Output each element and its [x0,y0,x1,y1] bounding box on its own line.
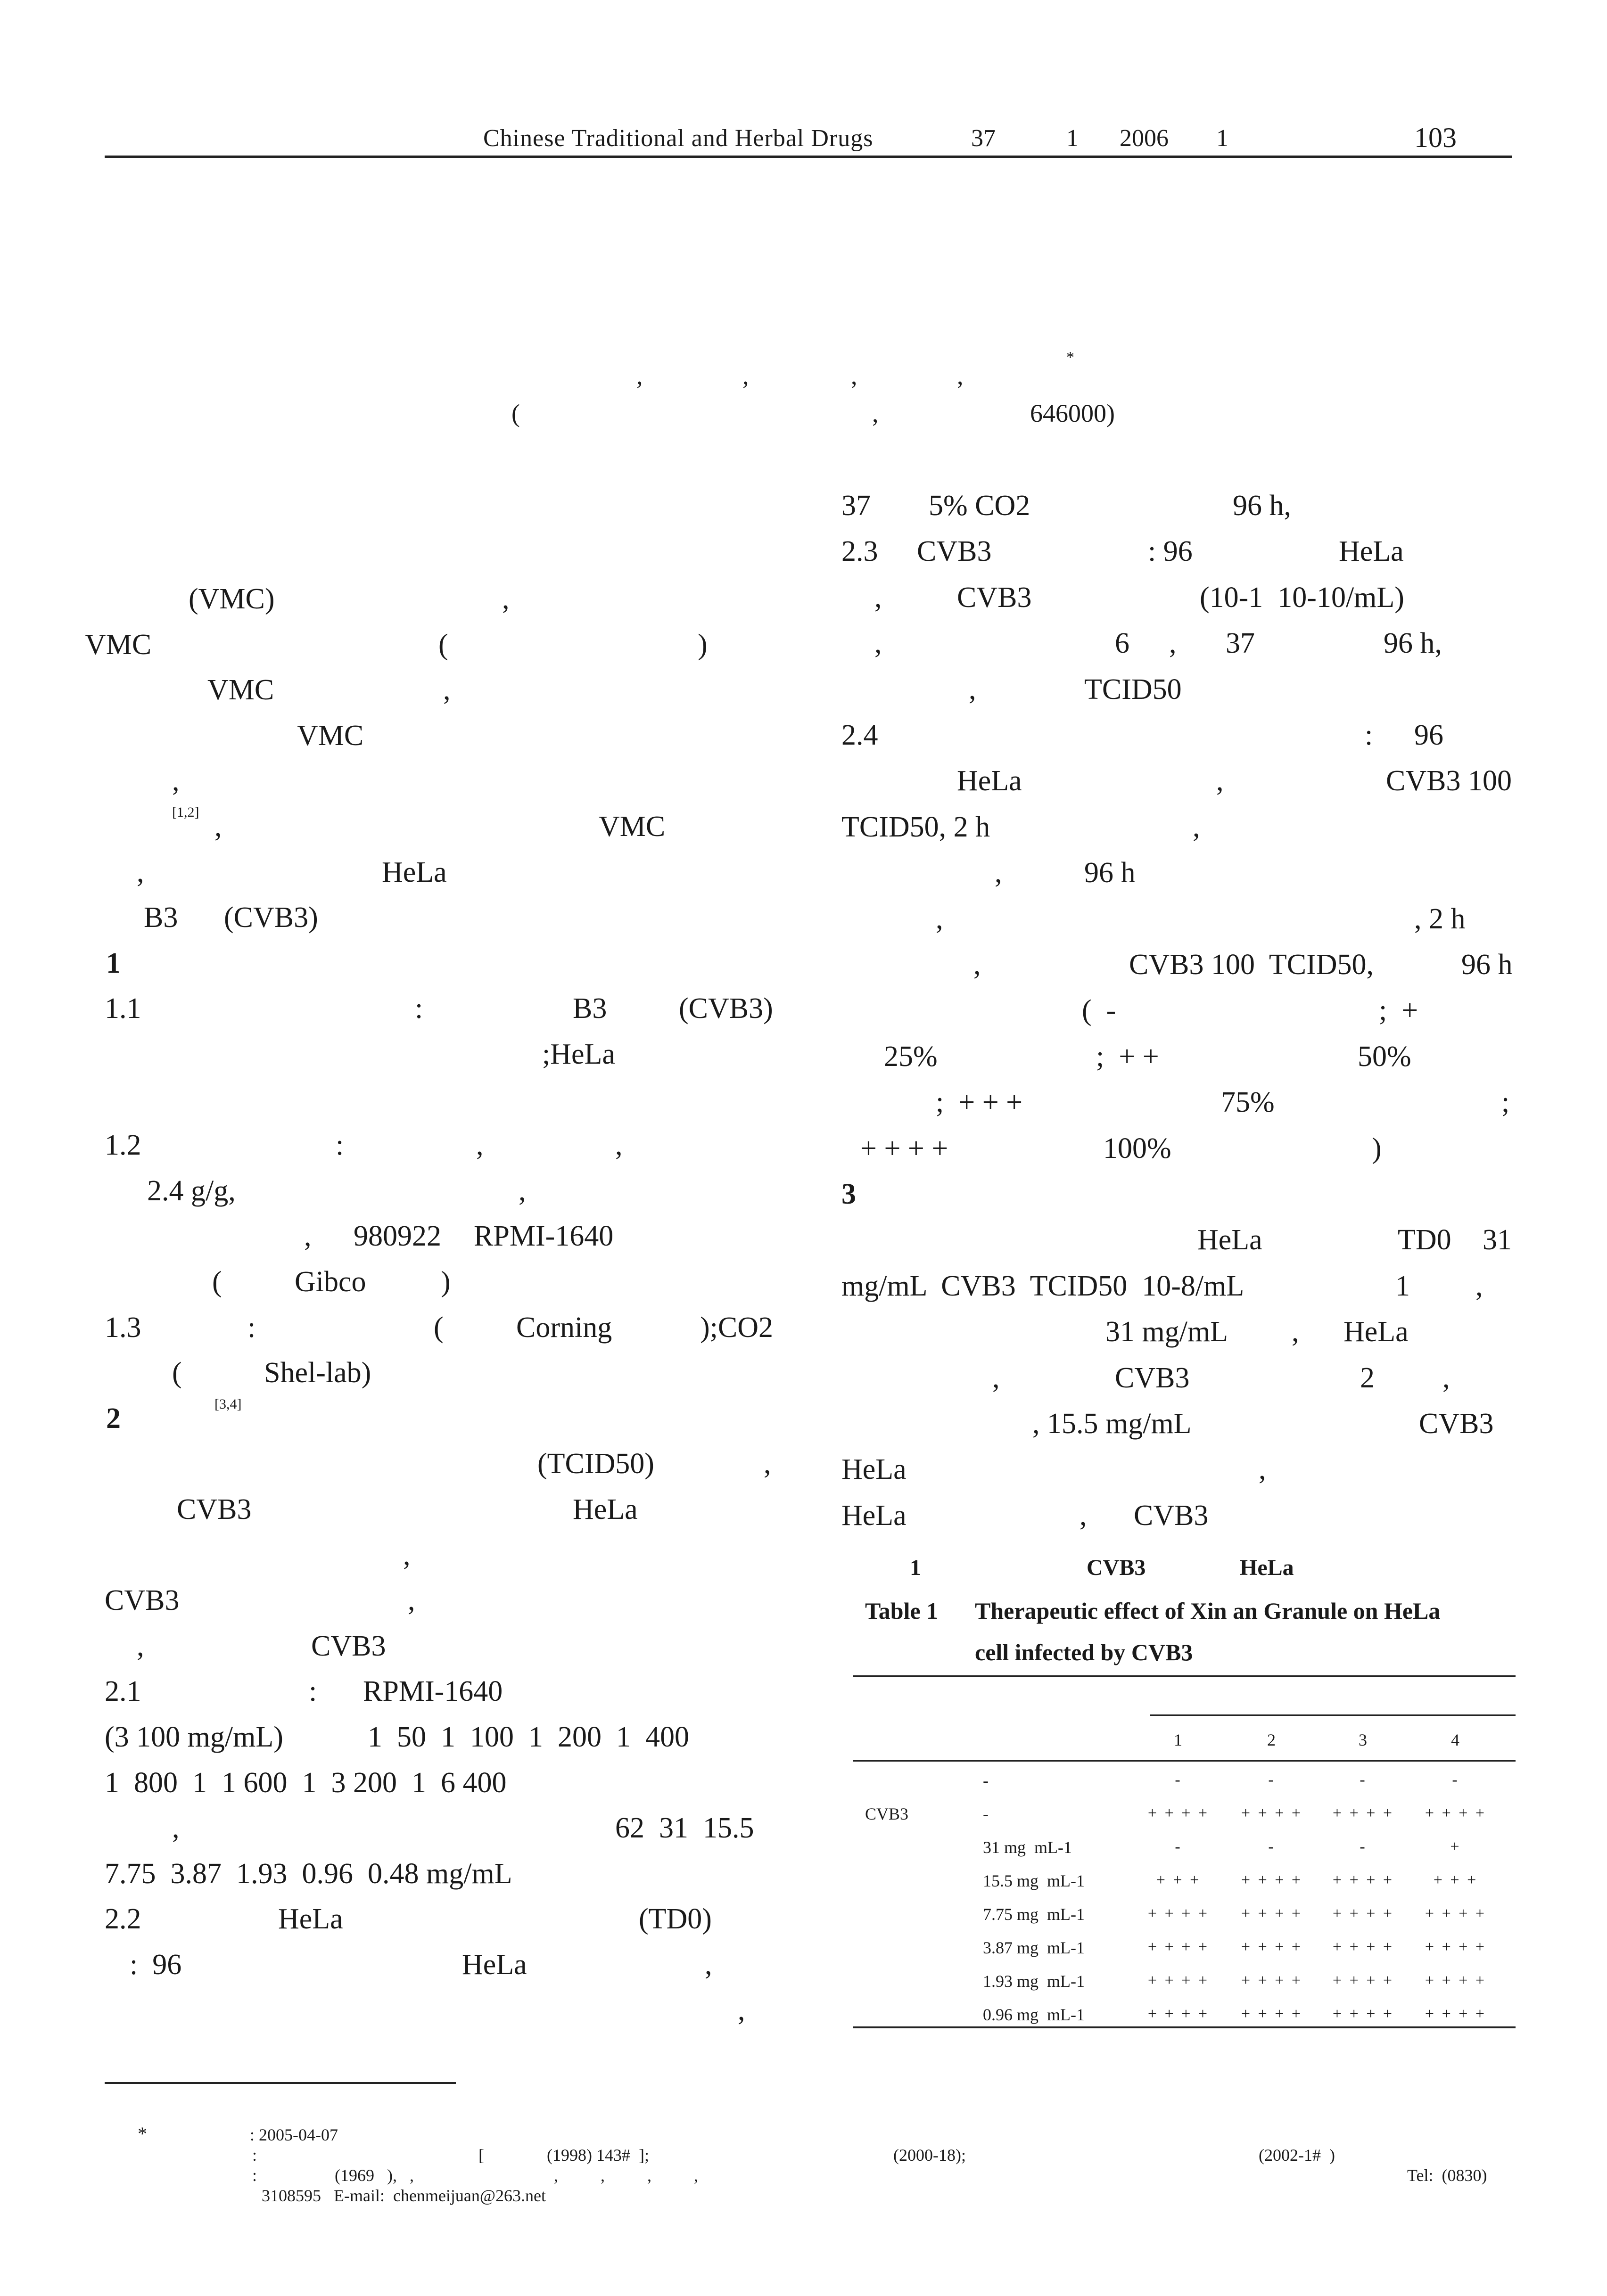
text-line-fragment: , [973,949,981,981]
text-line-fragment: 2.2 [105,1903,141,1935]
text-line-fragment: Corning [516,1311,612,1344]
text-line-fragment: Gibco [295,1266,366,1298]
table-row-label: 3.87 mg mL-1 [983,1938,1085,1957]
table-cell: - [1360,1771,1367,1788]
table-header-rule [853,1760,1516,1762]
text-line-fragment: 31 mg/mL [1105,1316,1228,1348]
text-line-fragment: TD0 [1398,1224,1451,1256]
header-rule [105,156,1512,158]
text-line-fragment: , [304,1220,312,1253]
text-line-fragment: , [936,902,943,935]
author-separator: , [742,361,749,390]
text-line-fragment: 96 h, [1384,627,1442,660]
text-line-fragment: 37 [841,490,871,522]
text-line-fragment: 96 h [1084,857,1136,889]
author-separator: , [851,361,857,390]
text-line-fragment: : [1365,719,1373,751]
text-line-fragment: 5% CO2 [929,490,1030,522]
table-cell: + + + + [1332,1938,1394,1956]
table-cell: + + + + [1241,2005,1303,2023]
text-line-fragment: 37 [1226,627,1255,660]
table-cell: + + + + [1332,2005,1394,2023]
footnote-asterisk: * [138,2123,147,2144]
table-cell: + + + + [1147,1804,1210,1822]
text-line-fragment: ( [438,628,448,661]
table-row-group: CVB3 [865,1804,909,1823]
issue-number: 1 [1066,125,1079,152]
table-caption-label: Table 1 [865,1598,939,1624]
text-line-fragment: , [1080,1499,1087,1532]
text-line-fragment: , 2 h [1414,902,1466,935]
table-row-label: 31 mg mL-1 [983,1838,1072,1857]
text-line-fragment: (10-1 10-10/mL) [1200,581,1404,614]
text-line-fragment: ( [172,1357,182,1389]
text-line-fragment: : [415,992,423,1025]
postcode: 646000) [1030,399,1115,427]
text-line-fragment: ) [698,628,708,661]
table-cell: - [1268,1771,1276,1788]
table-cell: + + + + [1147,1972,1210,1989]
text-line-fragment: , [408,1584,415,1617]
text-line-fragment: : 96 [130,1949,182,1981]
year: 2006 [1120,125,1169,152]
text-line-fragment: , [519,1174,526,1207]
text-line-fragment: RPMI-1640 [474,1220,614,1253]
table-row-label: 0.96 mg mL-1 [983,2005,1085,2024]
table-caption-line1: Therapeutic effect of Xin an Granule on HeLa [975,1598,1441,1624]
text-line-fragment: HeLa [1197,1224,1262,1256]
text-line-fragment: , [502,583,510,615]
footnote-received: : 2005-04-07 [250,2125,338,2144]
footnote-fund-code2: (2000-18); [893,2146,966,2165]
table-cell: + + + + [1425,1905,1487,1922]
text-line-fragment: 1.1 [105,992,141,1025]
text-line-fragment: , [874,581,882,614]
text-line-fragment: , 15.5 mg/mL [1032,1408,1192,1440]
table-cell: + + + + [1241,1871,1303,1889]
text-line-fragment: 96 h [1461,949,1513,981]
text-line-fragment: VMC [297,719,364,752]
table-zh-number: 1 [910,1555,921,1580]
footnote-fund-bracket: [ [478,2146,484,2165]
table-cell: + + + + [1332,1804,1394,1822]
text-line-fragment: 1 [1395,1270,1410,1302]
table-cell: + + + + [1241,1905,1303,1922]
text-line-fragment: HeLa [841,1453,907,1486]
footnote-fund-code3: (2002-1# ) [1259,2146,1335,2165]
table-cell: + + + + [1147,1905,1210,1922]
text-line-fragment: HeLa [957,765,1022,797]
table-column-header: 2 [1267,1730,1276,1749]
text-line-fragment: , [1475,1270,1483,1302]
text-line-fragment: : 96 [1148,535,1193,568]
table-row-label: 1.93 mg mL-1 [983,1972,1085,1991]
text-line-fragment: HeLa [841,1499,907,1532]
text-line-fragment: 2.4 g/g, [147,1174,236,1207]
author-separator: , [957,361,964,390]
text-line-fragment: 96 h, [1233,490,1291,522]
table-row-label: - [983,1771,989,1790]
text-line-fragment: 1 50 1 100 1 200 1 400 [368,1721,689,1753]
table-cell: - [1452,1771,1459,1788]
text-line-fragment: VMC [599,811,666,843]
table-cell: + + + + [1425,2005,1487,2023]
table-cell: + + + + [1332,1972,1394,1989]
text-line-fragment: , [1216,765,1224,797]
text-line-fragment: , [172,765,180,797]
text-line-fragment: B3 [573,992,607,1025]
table-top-rule [853,1675,1516,1677]
table-cell: + + + + [1425,1938,1487,1956]
text-line-fragment: ( [434,1311,444,1344]
text-line-fragment: CVB3 [1134,1499,1209,1532]
table-cell: + + + + [1332,1871,1394,1889]
text-line-fragment: 1 [106,947,121,979]
table-caption-line2: cell infected by CVB3 [975,1639,1193,1665]
table-cell: + + + + [1332,1905,1394,1922]
text-line-fragment: , [992,1361,1000,1394]
text-line-fragment: B3 [144,902,178,934]
page-number: 103 [1414,122,1457,153]
text-line-fragment: : [247,1311,256,1344]
footnote-tel: Tel: (0830) [1407,2166,1487,2185]
affiliation-comma: , [872,399,879,427]
volume-number: 37 [971,125,996,152]
text-line-fragment: (CVB3) [679,992,773,1025]
footnote-bio-year: (1969 ), , [335,2166,414,2185]
table-cell: + + + + [1425,1804,1487,1822]
footnote-contact: 3108595 E-mail: chenmeijuan@263.net [262,2186,546,2205]
text-line-fragment: (TCID50) [537,1448,654,1480]
text-line-fragment: 2.4 [841,719,878,751]
text-line-fragment: [3,4] [214,1396,242,1412]
author-asterisk: * [1066,349,1074,366]
text-line-fragment: , [969,673,976,705]
table-cell: - [1175,1771,1182,1788]
table-cell: - [1175,1838,1182,1855]
table-cell: + + + [1433,1871,1478,1889]
text-line-fragment: TCID50 [1084,673,1182,705]
text-line-fragment: , [738,1994,745,2026]
table-zh-hela: HeLa [1240,1555,1294,1580]
table-cell: + + + + [1147,1938,1210,1956]
table-row-label: 7.75 mg mL-1 [983,1905,1085,1924]
text-line-fragment: HeLa [462,1949,527,1981]
text-line-fragment: ; + + + [936,1086,1023,1119]
text-line-fragment: Shel-lab) [264,1357,371,1389]
text-line-fragment: ; + + [1096,1040,1159,1073]
text-line-fragment: CVB3 [917,535,992,568]
table-cell: + + + [1156,1871,1201,1889]
text-line-fragment: HeLa [1343,1316,1409,1348]
table-column-header: 3 [1359,1730,1367,1749]
text-line-fragment: 3 [841,1178,856,1210]
text-line-fragment: , [995,857,1002,889]
text-line-fragment: CVB3 100 TCID50, [1129,949,1374,981]
text-line-fragment: : [336,1129,344,1162]
text-line-fragment: );CO2 [700,1311,773,1344]
text-line-fragment: (CVB3) [224,902,318,934]
text-line-fragment: 980922 [354,1220,441,1253]
text-line-fragment: , [214,811,222,843]
text-line-fragment: CVB3 [1419,1408,1494,1440]
text-line-fragment: CVB3 [105,1584,180,1617]
table-column-header: 4 [1451,1730,1459,1749]
text-line-fragment: VMC [207,674,274,706]
table-cell: + + + + [1147,2005,1210,2023]
text-line-fragment: : [309,1675,317,1708]
text-line-fragment: [1,2] [172,804,199,820]
text-line-fragment: CVB3 [177,1493,252,1525]
text-line-fragment: ; + [1379,994,1418,1027]
text-line-fragment: + + + + [860,1132,948,1164]
text-line-fragment: (3 100 mg/mL) [105,1721,283,1753]
text-line-fragment: 7.75 3.87 1.93 0.96 0.48 mg/mL [105,1857,512,1890]
text-line-fragment: HeLa [573,1493,638,1525]
text-line-fragment: , [443,674,451,706]
text-line-fragment: ; [1501,1086,1510,1119]
text-line-fragment: 1 800 1 1 600 1 3 200 1 6 400 [105,1766,507,1799]
month: 1 [1216,125,1228,152]
table-row-label: - [983,1804,989,1823]
text-line-fragment: TCID50, 2 h [841,811,990,843]
footnote-bio-commas: , , , , [554,2166,698,2185]
text-line-fragment: 96 [1414,719,1443,751]
text-line-fragment: VMC [85,628,152,661]
text-line-fragment: 1.2 [105,1129,141,1162]
text-line-fragment: , [1193,811,1200,843]
table-cell: - [1360,1838,1367,1855]
table-zh-cvb: CVB3 [1087,1555,1146,1580]
text-line-fragment: CVB3 [311,1630,386,1662]
text-line-fragment: 2 [1360,1361,1375,1394]
text-line-fragment: , [137,856,144,888]
text-line-fragment: , [615,1129,623,1162]
table-cell: - [1268,1838,1276,1855]
footnote-bio-colon: : [252,2166,257,2185]
text-line-fragment: 25% [884,1040,938,1073]
text-line-fragment: , [764,1448,771,1480]
text-line-fragment: 62 31 15.5 [615,1812,754,1845]
text-line-fragment: , [705,1949,712,1981]
text-line-fragment: HeLa [382,856,447,888]
text-line-fragment: , [403,1539,411,1571]
table-cell: + + + + [1241,1938,1303,1956]
text-line-fragment: ;HeLa [542,1038,615,1070]
table-cell: + + + + [1425,1972,1487,1989]
text-line-fragment: CVB3 [957,581,1032,614]
text-line-fragment: 31 [1483,1224,1512,1256]
journal-title: Chinese Traditional and Herbal Drugs [483,125,874,152]
text-line-fragment: RPMI-1640 [363,1675,503,1708]
text-line-fragment: , [476,1129,484,1162]
table-cell: + + + + [1241,1804,1303,1822]
text-line-fragment: , [1259,1453,1266,1486]
text-line-fragment: 2.1 [105,1675,141,1708]
text-line-fragment: 2.3 [841,535,878,568]
table-bottom-rule [853,2026,1516,2028]
text-line-fragment: ) [1372,1132,1382,1164]
text-line-fragment: HeLa [278,1903,343,1935]
text-line-fragment: 6 [1115,627,1129,660]
table-cell: + + + + [1241,1972,1303,1989]
text-line-fragment: , [137,1630,144,1662]
table-column-header: 1 [1174,1730,1182,1749]
text-line-fragment: (TD0) [639,1903,712,1935]
text-line-fragment: , [1292,1316,1299,1348]
text-line-fragment: 1.3 [105,1311,141,1344]
text-line-fragment: (VMC) [189,583,275,615]
footnote-rule [105,2082,456,2084]
text-line-fragment: CVB3 100 [1386,765,1512,797]
text-line-fragment: , [1442,1361,1450,1394]
table-group-rule [1150,1714,1516,1716]
table-row-label: 15.5 mg mL-1 [983,1871,1085,1890]
text-line-fragment: ( - [1082,994,1116,1027]
text-line-fragment: 2 [106,1402,121,1435]
text-line-fragment: ( [212,1266,222,1298]
author-separator: , [636,361,643,390]
text-line-fragment: , [874,627,882,660]
text-line-fragment: 100% [1103,1132,1171,1164]
text-line-fragment: 50% [1358,1040,1411,1073]
text-line-fragment: , [1169,627,1177,660]
footnote-fund-colon: : [252,2146,257,2165]
text-line-fragment: ) [441,1266,451,1298]
text-line-fragment: 75% [1221,1086,1275,1119]
affiliation-open: ( [511,399,520,427]
table-cell: + [1450,1838,1461,1855]
footnote-fund-code1: (1998) 143# ]; [547,2146,649,2165]
text-line-fragment: CVB3 [1115,1361,1190,1394]
text-line-fragment: , [172,1812,180,1845]
text-line-fragment: HeLa [1339,535,1404,568]
text-line-fragment: mg/mL CVB3 TCID50 10-8/mL [841,1270,1244,1302]
